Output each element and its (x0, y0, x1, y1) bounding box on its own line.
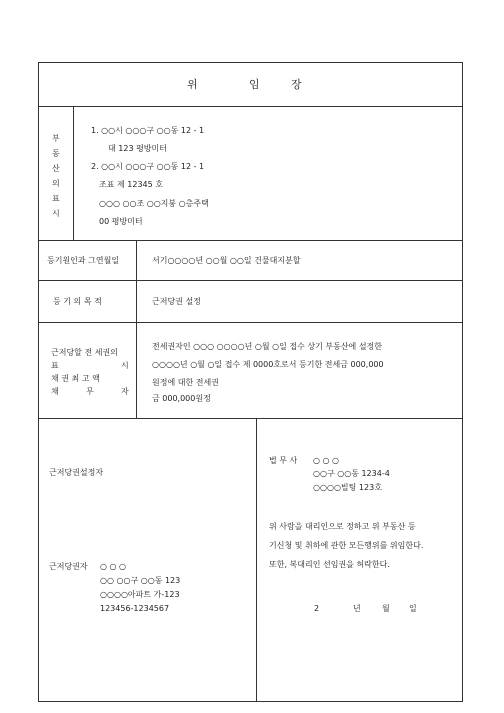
property-line: 1. ○○시 ○○○구 ○○동 12 - 1 (91, 126, 205, 135)
registration-purpose-label: 등 기 의 목 적 (53, 297, 102, 306)
date-day-label: 일 (409, 604, 417, 613)
title-char-1: 위 (187, 78, 198, 91)
lease-line: ○○○○년 ○월 ○일 접수 제 0000호로서 등기한 전세금 000,000 (152, 360, 384, 369)
lease-label-line: 자 (121, 387, 129, 396)
lease-label-line: 무 (86, 387, 94, 396)
property-label-char: 동 (52, 149, 60, 158)
property-line: ○○○ ○○조 ○○지붕 ○층주택 (99, 199, 209, 208)
lease-line: 전세권자인 ○○○ ○○○○년 ○월 ○일 접수 상기 부동산에 설정한 (152, 342, 382, 351)
property-line: 조표 제 12345 호 (99, 180, 163, 189)
parties-section (39, 419, 462, 701)
registration-cause-value: 서기○○○○년 ○○월 ○○일 건물대지분할 (152, 256, 301, 265)
title-char-3: 장 (291, 78, 302, 91)
lease-right-row (39, 323, 462, 419)
mortgagor-line: ○○ ○○구 ○○동 123 (100, 576, 181, 585)
date-year-label: 년 (353, 604, 361, 613)
property-label-char: 부 (52, 134, 60, 143)
property-line: 대 123 평방미터 (108, 144, 167, 153)
delegation-line: 기신청 및 취하에 관한 모든행위를 위임한다. (269, 541, 424, 550)
power-of-attorney-form (38, 62, 463, 702)
property-label-char: 산 (52, 164, 60, 173)
delegation-line: 위 사람을 대리인으로 정하고 위 부동산 등 (269, 522, 416, 531)
mortgagor-line: ○○○○아파트 가-123 (100, 590, 180, 599)
lease-label-line: 채 권 최 고 액 (51, 374, 100, 383)
delegation-line: 또한, 복대리인 선임권을 허락한다. (269, 560, 390, 569)
lease-line: 금 000,000원정 (152, 394, 211, 403)
title-char-2: 임 (249, 78, 260, 91)
lease-label-line: 근저당할 전 세권의 (51, 348, 118, 357)
agent-marks: ○ ○ ○ (313, 456, 340, 465)
registration-purpose-value: 근저당권 설정 (152, 297, 201, 306)
lease-label-line: 시 (121, 361, 129, 370)
lease-label-line: 채 (51, 387, 59, 396)
lease-label-line: 표 (51, 361, 59, 370)
property-label-char: 의 (52, 179, 60, 188)
property-label-char: 표 (52, 194, 60, 203)
property-line: 00 평방미터 (99, 217, 143, 226)
registration-purpose-row (39, 281, 462, 323)
property-row (39, 107, 462, 241)
date-month-label: 월 (382, 604, 390, 613)
mortgagor-line: 123456-1234567 (100, 604, 170, 613)
agent-line: ○○○○빌팅 123호 (313, 483, 382, 492)
date-year: 2 (314, 604, 320, 613)
lease-line: 원정에 대한 전세권 (152, 378, 219, 387)
title-row (39, 63, 462, 107)
mortgagor-label: 근저당권자 (49, 562, 88, 571)
property-label-char: 시 (52, 209, 60, 218)
mortgagee-label: 근저당권설정자 (49, 468, 104, 477)
mortgagor-marks: ○ ○ ○ (100, 562, 127, 571)
registration-cause-row (39, 241, 462, 281)
agent-line: ○○구 ○○동 1234-4 (313, 469, 390, 478)
registration-cause-label: 등기원인과 그연월일 (47, 256, 120, 265)
agent-label: 법 무 사 (269, 456, 298, 465)
property-line: 2. ○○시 ○○○구 ○○동 12 - 1 (91, 162, 205, 171)
